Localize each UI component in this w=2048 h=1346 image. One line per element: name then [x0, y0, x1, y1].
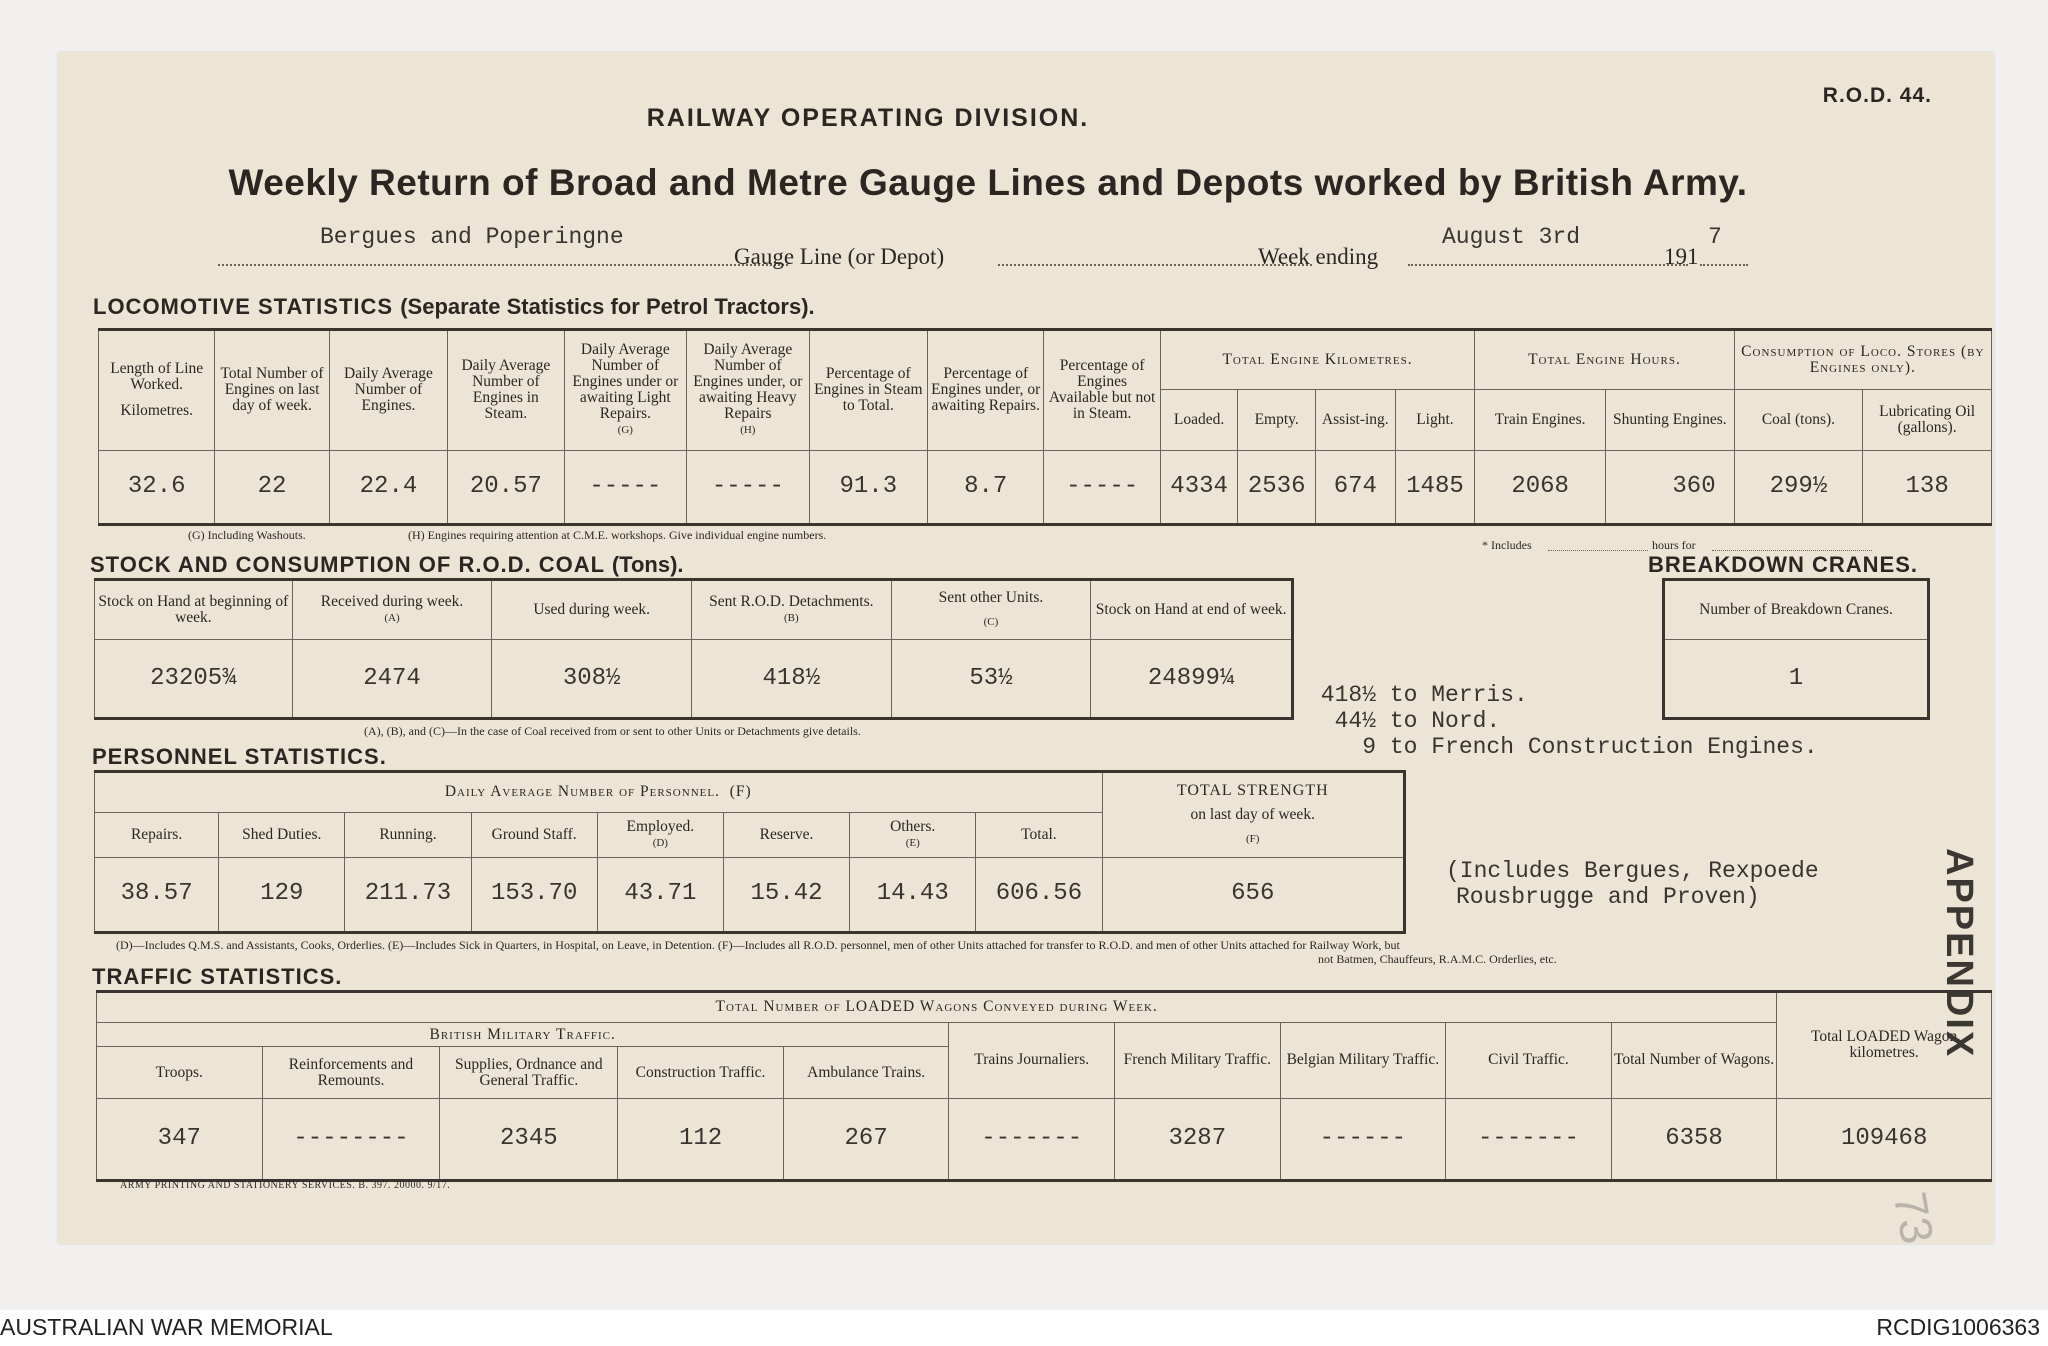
others-note: (E)	[905, 836, 920, 849]
line-value: Bergues and Poperingne	[320, 224, 624, 250]
traffic-table	[96, 990, 1992, 1182]
loco-daily-avg-value: 22.4	[329, 450, 447, 524]
traffic-header-french: French Military Traffic.	[1115, 1022, 1281, 1098]
loco-km-light-value: 1485	[1395, 450, 1475, 524]
traffic-header-belgian: Belgian Military Traffic.	[1280, 1022, 1446, 1098]
personnel-others-value: 14.43	[850, 857, 976, 932]
loco-pct-steam-value: 91.3	[809, 450, 927, 524]
heavy-repairs-label: Daily Average Number of Engines under, or awaiting Heavy Repairs	[693, 341, 803, 423]
distribution-qty: 418½	[1320, 682, 1376, 708]
traffic-header-journaliers: Trains Journaliers.	[949, 1022, 1115, 1098]
loco-hours-train-value: 2068	[1475, 450, 1606, 524]
personnel-running-value: 211.73	[345, 857, 471, 932]
traffic-header-reinforcements: Reinforcements and Remounts.	[262, 1047, 440, 1098]
coal-sent-other-label: Sent other Units.	[938, 589, 1044, 607]
coal-header-stock-begin: Stock on Hand at beginning of week.	[95, 580, 293, 640]
loco-total-engines-value: 22	[215, 450, 329, 524]
others-label: Others.	[890, 817, 936, 835]
personnel-header-others	[850, 812, 976, 857]
traffic-civil-value: -------	[1446, 1098, 1612, 1180]
form-code: R.O.D. 44.	[1822, 84, 1932, 107]
loco-header-coal: Coal (tons).	[1734, 390, 1863, 450]
loco-header-oil: Lubricating Oil (gallons).	[1863, 390, 1992, 450]
loco-coal-value: 299½	[1734, 450, 1863, 524]
year-dotline	[1700, 264, 1748, 266]
strength-note: (F)	[1246, 832, 1260, 845]
employed-note: (D)	[652, 836, 668, 849]
cranes-table	[1662, 578, 1930, 720]
week-value: August 3rd	[1442, 224, 1581, 250]
coal-sent-rod-note: (B)	[783, 612, 799, 625]
loco-light-repairs-value: -----	[564, 450, 687, 524]
personnel-header-ground: Ground Staff.	[471, 812, 597, 857]
loco-km-loaded-value: 4334	[1160, 450, 1238, 524]
personnel-shed-value: 129	[219, 857, 345, 932]
distribution-dest: to Merris.	[1389, 682, 1528, 708]
distribution-dest: to Nord.	[1389, 708, 1501, 734]
cranes-header: Number of Breakdown Cranes.	[1664, 580, 1929, 640]
loco-header-hours-group: Total Engine Hours.	[1475, 330, 1734, 390]
personnel-repairs-value: 38.57	[95, 857, 219, 932]
coal-footnote: (A), (B), and (C)—In the case of Coal received from or sent to other Units or Detachments give details.	[364, 724, 861, 738]
traffic-ambulance-value: 267	[783, 1098, 949, 1180]
personnel-header-employed	[597, 812, 723, 857]
traffic-belgian-value: ------	[1280, 1098, 1446, 1180]
personnel-employed-value: 43.71	[597, 857, 723, 932]
loco-length-label: Length of Line Worked.	[110, 360, 204, 394]
personnel-total-value: 606.56	[976, 857, 1102, 932]
personnel-reserve-value: 15.42	[723, 857, 849, 932]
loco-header-pct-available: Percentage of Engines Available but not in Steam.	[1044, 330, 1160, 451]
footer-right: RCDIG1006363	[1876, 1314, 2040, 1340]
loco-header-total-engines: Total Number of Engines on last day of week.	[215, 330, 329, 451]
coal-header-stock-end: Stock on Hand at end of week.	[1091, 580, 1293, 640]
personnel-footnote-line2: not Batmen, Chauffeurs, R.A.M.C. Orderlies, etc.	[1318, 952, 1557, 966]
traffic-supplies-value: 2345	[440, 1098, 618, 1180]
loco-header-pct-steam: Percentage of Engines in Steam to Total.	[809, 330, 927, 451]
cranes-value: 1	[1664, 640, 1929, 719]
appendix-stamp: APPENDIX	[1938, 848, 1980, 1059]
coal-sent-other-value: 53½	[891, 640, 1091, 719]
cranes-heading: BREAKDOWN CRANES.	[1648, 552, 1918, 577]
loco-pct-repairs-value: 8.7	[928, 450, 1044, 524]
loco-heading	[93, 294, 815, 320]
personnel-group-header	[95, 772, 1103, 813]
traffic-heading: TRAFFIC STATISTICS.	[92, 964, 343, 989]
strength-sub: on last day of week.	[1190, 805, 1315, 823]
coal-header-sent-other	[891, 580, 1091, 640]
line-label: Gauge Line (or Depot)	[734, 244, 945, 269]
week-dotline	[1408, 264, 1688, 266]
traffic-reinforcements-value: --------	[262, 1098, 440, 1180]
page-title: Weekly Return of Broad and Metre Gauge Lines and Depots worked by British Army.	[228, 162, 1748, 203]
coal-heading	[90, 552, 684, 578]
loco-footnote-h: (H) Engines requiring attention at C.M.E. workshops. Give individual engine numbers.	[408, 528, 827, 542]
coal-received-label: Received during week.	[320, 593, 464, 611]
loco-header-km-assisting: Assist-ing.	[1316, 390, 1396, 450]
distribution-qty: 44½	[1334, 708, 1376, 734]
loco-oil-value: 138	[1863, 450, 1992, 524]
line-dotline	[218, 264, 788, 266]
includes-dotline	[1548, 550, 1648, 551]
personnel-remark-line2: Rousbrugge and Proven)	[1456, 884, 1760, 910]
hours-for-note: hours for	[1652, 538, 1696, 552]
loco-hours-shunting-value: 360	[1605, 450, 1734, 524]
hours-for-dotline	[1712, 550, 1872, 551]
personnel-remark-line1: (Includes Bergues, Rexpoede	[1446, 858, 1819, 884]
coal-received-value: 2474	[292, 640, 492, 719]
coal-header-received	[292, 580, 492, 640]
heavy-repairs-note: (H)	[740, 424, 756, 437]
loco-header-km-group: Total Engine Kilometres.	[1160, 330, 1474, 390]
printer-imprint: ARMY PRINTING AND STATIONERY SERVICES. B. 397. 20000. 9/17.	[120, 1180, 451, 1191]
personnel-header-strength	[1102, 772, 1405, 858]
page-number: 73	[1883, 1188, 1944, 1248]
loco-header-km-empty: Empty.	[1238, 390, 1316, 450]
traffic-header-wagon-km: Total LOADED Wagon kilometres.	[1777, 992, 1992, 1099]
traffic-header-troops: Troops.	[97, 1047, 263, 1098]
traffic-journaliers-value: -------	[949, 1098, 1115, 1180]
loco-header-km-loaded: Loaded.	[1160, 390, 1238, 450]
loco-heading-sub: (Separate Statistics for Petrol Tractors).	[400, 294, 815, 319]
coal-table	[94, 578, 1294, 720]
personnel-header-shed: Shed Duties.	[219, 812, 345, 857]
personnel-header-reserve: Reserve.	[723, 812, 849, 857]
loco-header-light-repairs	[564, 330, 687, 451]
strength-label: TOTAL STRENGTH	[1176, 781, 1329, 799]
personnel-heading: PERSONNEL STATISTICS.	[92, 744, 387, 769]
coal-sent-rod-value: 418½	[691, 640, 891, 719]
coal-sent-other-note: (C)	[983, 616, 999, 629]
traffic-total-wagons-value: 6358	[1611, 1098, 1777, 1180]
employed-label: Employed.	[626, 817, 695, 835]
coal-header-used: Used during week.	[492, 580, 692, 640]
personnel-table	[94, 770, 1406, 934]
coal-received-note: (A)	[384, 612, 400, 625]
week-label: Week ending	[1258, 244, 1379, 269]
personnel-group-label: Daily Average Number of Personnel.	[444, 783, 720, 801]
traffic-header-construction: Construction Traffic.	[618, 1047, 784, 1098]
loco-header-pct-repairs: Percentage of Engines under, or awaiting Repairs.	[928, 330, 1044, 451]
traffic-header-civil: Civil Traffic.	[1446, 1022, 1612, 1098]
traffic-header-supplies: Supplies, Ordnance and General Traffic.	[440, 1047, 618, 1098]
traffic-construction-value: 112	[618, 1098, 784, 1180]
loco-km-assisting-value: 674	[1316, 450, 1396, 524]
personnel-footnote-line1: (D)—Includes Q.M.S. and Assistants, Cooks, Orderlies. (E)—Includes Sick in Quarters, in Hospital, on Leave, in Detention. (F)—Includes all R.O.D. personnel, men of other Units attached for transfer to R.O.D. and men of other Units attached for Railway Work, but	[116, 938, 1400, 952]
loco-header-km-light: Light.	[1395, 390, 1475, 450]
coal-used-value: 308½	[492, 640, 692, 719]
loco-heading-text: LOCOMOTIVE STATISTICS	[93, 294, 394, 319]
traffic-troops-value: 347	[97, 1098, 263, 1180]
personnel-header-repairs: Repairs.	[95, 812, 219, 857]
light-repairs-note: (G)	[617, 424, 633, 437]
form-sheet	[58, 52, 1994, 1248]
loco-header-length	[99, 330, 215, 451]
loco-km-empty-value: 2536	[1238, 450, 1316, 524]
traffic-group-header: Total Number of LOADED Wagons Conveyed during Week.	[97, 992, 1777, 1023]
footer-left: AUSTRALIAN WAR MEMORIAL	[0, 1314, 333, 1340]
coal-stock-begin-value: 23205¾	[95, 640, 293, 719]
personnel-ground-value: 153.70	[471, 857, 597, 932]
personnel-group-note: (F)	[729, 783, 752, 801]
loco-footnote-g: (G) Including Washouts.	[188, 528, 306, 542]
loco-length-value: 32.6	[99, 450, 215, 524]
loco-table	[98, 328, 1992, 526]
traffic-french-value: 3287	[1115, 1098, 1281, 1180]
loco-length-unit: Kilometres.	[120, 402, 194, 420]
coal-heading-text: STOCK AND CONSUMPTION OF R.O.D. COAL	[90, 552, 605, 577]
distribution-dest: to French Construction Engines.	[1389, 734, 1818, 760]
personnel-strength-value: 656	[1102, 857, 1405, 932]
loco-heavy-repairs-value: -----	[687, 450, 810, 524]
personnel-header-total: Total.	[976, 812, 1102, 857]
coal-header-sent-rod	[691, 580, 891, 640]
loco-pct-available-value: -----	[1044, 450, 1160, 524]
loco-header-heavy-repairs	[687, 330, 810, 451]
loco-header-daily-steam: Daily Average Number of Engines in Steam.	[448, 330, 564, 451]
distribution-qty: 9	[1362, 734, 1376, 760]
light-repairs-label: Daily Average Number of Engines under or awaiting Light Repairs.	[572, 341, 679, 423]
distribution-row	[1304, 734, 1818, 760]
loco-daily-steam-value: 20.57	[448, 450, 564, 524]
includes-note: * Includes	[1482, 538, 1532, 552]
coal-heading-sub: (Tons).	[611, 552, 684, 577]
personnel-header-running: Running.	[345, 812, 471, 857]
loco-header-hours-train: Train Engines.	[1475, 390, 1606, 450]
traffic-header-ambulance: Ambulance Trains.	[783, 1047, 949, 1098]
coal-sent-rod-label: Sent R.O.D. Detachments.	[709, 593, 874, 611]
year-suffix: 7	[1708, 224, 1722, 250]
coal-stock-end-value: 24899¼	[1091, 640, 1293, 719]
loco-header-hours-shunting: Shunting Engines.	[1605, 390, 1734, 450]
loco-header-stores-group: Consumption of Loco. Stores (by Engines only).	[1734, 330, 1991, 390]
personnel-remark	[1446, 858, 1819, 910]
traffic-british-header: British Military Traffic.	[97, 1022, 949, 1047]
loco-header-daily-avg: Daily Average Number of Engines.	[329, 330, 447, 451]
traffic-header-total-wagons: Total Number of Wagons.	[1611, 1022, 1777, 1098]
year-prefix: 191	[1664, 244, 1699, 269]
division-title: RAILWAY OPERATING DIVISION.	[646, 104, 1090, 132]
traffic-wagon-km-value: 109468	[1777, 1098, 1992, 1180]
